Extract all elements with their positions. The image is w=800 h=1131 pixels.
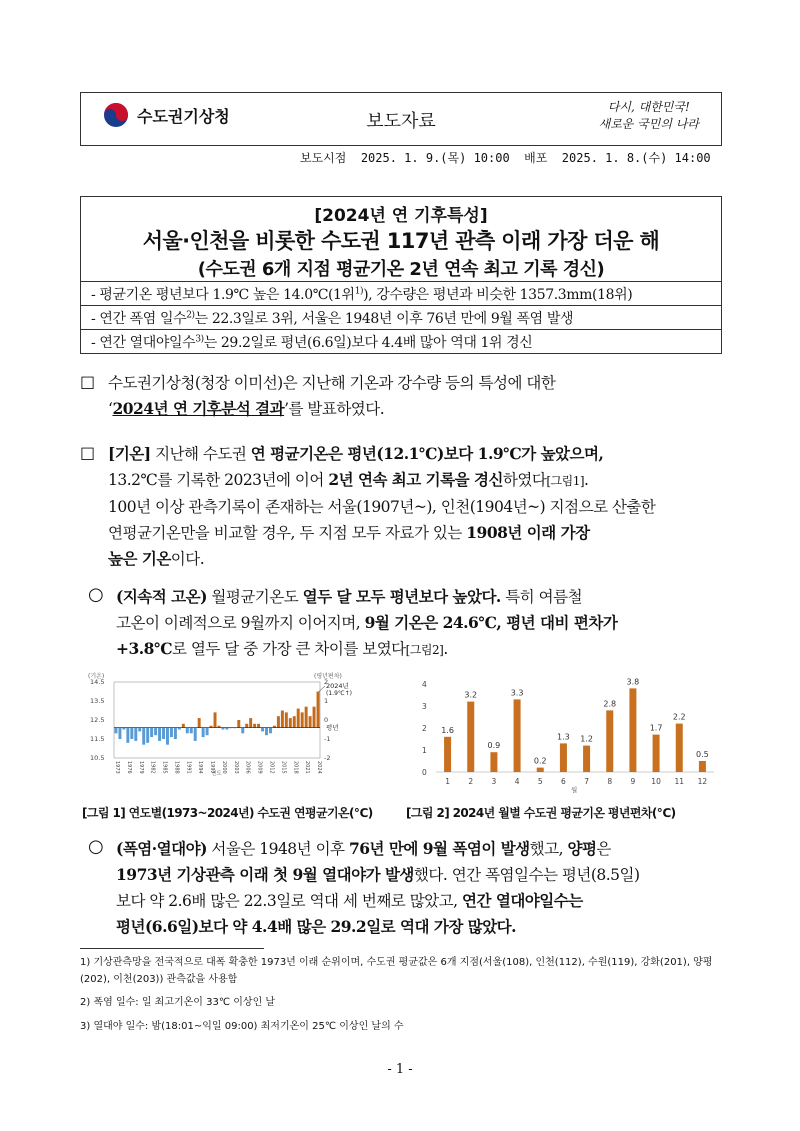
x-tick-label: 1973	[113, 761, 120, 774]
data-label: 2.2	[672, 712, 686, 722]
data-label: 2.8	[603, 699, 617, 709]
distribute-time: 2025. 1. 8.(수) 14:00	[561, 151, 711, 165]
anomaly-bar	[444, 737, 451, 772]
monthly-anomaly-chart	[418, 670, 718, 794]
temperature-bar	[158, 728, 161, 741]
headline-box	[80, 196, 722, 354]
temperature-bar	[301, 712, 304, 727]
temperature-bar	[198, 718, 201, 728]
temperature-bar	[249, 718, 252, 728]
x-tick-label: 1994	[197, 761, 204, 774]
distribute-label: 배포	[524, 151, 548, 165]
temperature-bar	[142, 728, 145, 745]
headline: 서울·인천을 비롯한 수도권 117년 관측 이래 가장 더운 해	[142, 229, 660, 253]
temperature-bar	[118, 728, 121, 739]
summary-bullet: - 연간 열대야일수$^{3)}$는 29.2일로 평년(6.6일)보다 4.4배 많아 역대 1위 경신	[91, 334, 533, 351]
x-tick-label: 8	[607, 777, 613, 786]
x-tick-label: 2012	[268, 761, 275, 774]
temperature-bar	[170, 728, 173, 738]
y2-axis-label: (평년편차)	[314, 673, 342, 680]
anomaly-bar	[699, 761, 706, 772]
x-tick-label: 6	[561, 777, 566, 786]
y-tick-label: 4	[422, 680, 427, 689]
x-tick-label: 2015	[280, 761, 287, 774]
annual-temperature-chart	[88, 672, 352, 777]
temperature-bar	[257, 724, 260, 728]
y-tick-label: 0	[422, 768, 427, 777]
x-tick-label: 1991	[185, 761, 192, 774]
x-tick-label: 2018	[292, 761, 299, 774]
temperature-bar	[194, 728, 197, 741]
square-bullet-icon: □	[80, 372, 96, 391]
x-tick-label: 2	[468, 777, 474, 786]
temperature-bar	[166, 728, 169, 745]
doc-type-title: 보도자료	[366, 111, 436, 132]
paragraph-heatwave: (폭염·열대야) 서울은 1948년 이후 76년 만에 9월 폭염이 발생했고, 양평은 1973년 기상관측 이래 첫 9월 열대야가 발생했다. 연간 폭염일수는 평년(8.5일) 보다 약 2.6배 많은 22.3일로 역대 세 번째로 많았고, 연간 열대야일수는 평년(6.6일)보다 약 4.4배 많은 29.2일로 역대 가장 많았다.	[116, 839, 640, 936]
y2-tick-label: 0	[324, 716, 329, 724]
y-axis-label: (기온)	[88, 673, 105, 680]
annotation-2024: 2024년	[326, 682, 349, 690]
x-tick-label: 10	[651, 777, 661, 786]
x-tick-label: 2003	[232, 761, 239, 774]
y2-tick-label: 2	[324, 678, 329, 686]
x-tick-label: 1982	[149, 761, 156, 774]
summary-bullet: - 연간 폭염 일수$^{2)}$는 22.3일로 3위, 서울은 1948년 이후 76년 만에 9월 폭염 발생	[91, 310, 574, 327]
data-label: 0.9	[487, 741, 501, 751]
x-tick-label: 12	[697, 777, 708, 786]
divider	[81, 281, 721, 282]
y-tick-label: 13.5	[90, 697, 105, 705]
x-tick-label: 1	[445, 777, 450, 786]
temperature-bar	[202, 728, 205, 738]
x-tick-label: 1976	[125, 761, 132, 774]
temperature-bar	[214, 712, 217, 727]
anomaly-bar	[606, 710, 613, 772]
subheadline: (수도권 6개 지점 평균기온 2년 연속 최고 기록 경신)	[197, 259, 605, 280]
temperature-bar	[285, 712, 288, 727]
temperature-bar	[162, 728, 165, 739]
footnote-3: 3) 열대야 일수: 밤(18:01~익일 09:00) 최저기온이 25℃ 이상인 날의 수	[80, 1021, 404, 1032]
anomaly-bar	[676, 724, 683, 772]
y-tick-label: 11.5	[90, 735, 105, 743]
anomaly-bar	[583, 746, 590, 772]
circle-bullet-icon: ○	[88, 584, 104, 605]
anomaly-bar	[467, 702, 474, 772]
data-label: 0.5	[696, 750, 709, 759]
temperature-bar	[130, 728, 133, 739]
temperature-bar	[241, 728, 244, 734]
header-box	[80, 92, 722, 146]
release-dates	[300, 149, 711, 166]
square-bullet-icon: □	[80, 443, 96, 462]
temperature-bar	[190, 728, 193, 734]
circle-bullet-icon: ○	[88, 836, 104, 857]
y-tick-label: 1	[422, 746, 427, 755]
x-tick-label: 7	[584, 777, 589, 786]
temperature-bar	[261, 728, 264, 732]
temperature-bar	[281, 711, 284, 728]
data-label: 1.6	[441, 725, 454, 735]
data-label: 0.2	[533, 756, 547, 766]
temperature-bar	[265, 728, 268, 736]
data-label: 3.2	[464, 690, 478, 700]
headline-tag: [2024년 연 기후특성]	[314, 206, 488, 226]
temperature-bar	[134, 728, 137, 741]
x-tick-label: 1988	[173, 761, 180, 774]
slogan-line-2: 새로운 국민의 나라	[598, 117, 699, 131]
figure-2-caption: [그림 2] 2024년 월별 수도권 평균기온 평년편차(℃)	[406, 806, 676, 820]
x-tick-label: 1979	[137, 761, 144, 774]
footnote-2: 2) 폭염 일수: 일 최고기온이 33℃ 이상인 날	[80, 997, 276, 1008]
temperature-bar	[174, 728, 177, 739]
y-tick-label: 3	[422, 702, 427, 711]
footnote-1: 1) 기상관측망을 전국적으로 대폭 확충한 1973년 이래 순위이며, 수도권 평균값은 6개 지점(서울(108), 인천(112), 수원(119), 강화(201), 양평(202), 이천(203)) 관측값을 사용함	[80, 957, 713, 985]
anomaly-bar	[490, 752, 497, 772]
figure-1-caption: [그림 1] 연도별(1973~2024년) 수도권 연평균기온(℃)	[82, 806, 373, 820]
temperature-bar	[277, 716, 280, 727]
paragraph-persistent-heat: (지속적 고온) 월평균기온도 열두 달 모두 평년보다 높았다. 특히 여름철 고온이 이례적으로 9월까지 이어지며, 9월 기온은 24.6℃, 평년 대비 편차가 +3.8℃로 열두 달 중 가장 큰 차이를 보였다[그림2].	[116, 587, 618, 658]
x-tick-label: 2006	[244, 761, 251, 774]
page-number: - 1 -	[387, 1062, 413, 1077]
paragraph-temperature: [기온] 지난해 수도권 연 평균기온은 평년(12.1℃)보다 1.9℃가 높았으며, 13.2℃를 기록한 2023년에 이어 2년 연속 최고 기록을 경신하였다[그림1]. 100년 이상 관측기록이 존재하는 서울(1907년~), 인천(1904년~) 지점으로 산출한 연평균기온만을 비교할 경우, 두 지점 모두 자료가 있는 1908년 이래 가장 높은 기온이다.	[108, 444, 656, 568]
x-tick-label: 5	[537, 777, 543, 786]
temperature-bar	[245, 724, 248, 728]
y-tick-label: 10.5	[90, 754, 105, 762]
temperature-bar	[289, 718, 292, 728]
x-tick-label: 4	[514, 777, 520, 786]
anomaly-bar	[514, 699, 521, 772]
x-tick-label: 2000	[220, 761, 227, 774]
summary-bullet: - 평균기온 평년보다 1.9℃ 높은 14.0℃(1위$^{1)}$), 강수량은 평년과 비슷한 1357.3mm(18위)	[91, 286, 633, 303]
temperature-bar	[150, 728, 153, 738]
paragraph-intro: 수도권기상청(청장 이미선)은 지난해 기온과 강수량 등의 특성에 대한 ‘2024년 연 기후분석 결과’를 발표하였다.	[108, 374, 556, 418]
temperature-bar	[146, 728, 149, 743]
temperature-bar	[297, 709, 300, 728]
data-label: 1.7	[649, 723, 663, 733]
temperature-bar	[253, 724, 256, 728]
temperature-bar	[305, 707, 308, 728]
y-tick-label: 12.5	[90, 716, 105, 724]
data-label: 1.2	[580, 734, 593, 744]
anomaly-bar	[537, 768, 544, 772]
y2-tick-label: -2	[324, 754, 331, 762]
x-tick-label: 2024	[316, 761, 323, 774]
temperature-bar	[182, 724, 185, 728]
anomaly-bar	[560, 743, 567, 772]
government-slogan	[599, 99, 699, 133]
data-label: 3.8	[626, 677, 640, 687]
data-label: 3.3	[510, 688, 524, 698]
x-tick-label: 1997	[209, 761, 216, 774]
temperature-bar	[269, 728, 272, 734]
divider	[81, 329, 721, 330]
temperature-bar	[115, 728, 118, 734]
footnote-rule	[80, 948, 264, 949]
y2-tick-label: 1	[324, 697, 329, 705]
temperature-bar	[309, 716, 312, 727]
release-label: 보도시점	[300, 151, 347, 165]
agency-name: 수도권기상청	[137, 106, 230, 126]
x-axis-label: 연도	[211, 771, 222, 777]
temperature-bar	[206, 728, 209, 736]
release-time: 2025. 1. 9.(목) 10:00	[360, 151, 510, 165]
y-tick-label: 14.5	[90, 678, 105, 686]
x-tick-label: 11	[674, 777, 685, 786]
temperature-bar	[126, 728, 129, 743]
temperature-bar	[313, 707, 316, 728]
x-tick-label: 9	[630, 777, 636, 786]
x-tick-label: 2021	[304, 761, 311, 774]
divider	[81, 305, 721, 306]
temperature-bar	[186, 728, 189, 734]
annotation-2024-value: (1.9℃↑)	[326, 690, 352, 697]
x-tick-label: 1985	[161, 761, 168, 774]
annotation-normal: 평년	[326, 723, 339, 732]
y-tick-label: 2	[422, 724, 427, 733]
temperature-bar	[154, 728, 157, 736]
x-tick-label: 3	[491, 777, 497, 786]
data-label: 1.3	[557, 732, 570, 742]
anomaly-bar	[629, 688, 636, 772]
anomaly-bar	[653, 735, 660, 772]
temperature-bar	[317, 692, 320, 728]
temperature-bar	[138, 728, 141, 732]
slogan-line-1: 다시, 대한민국!	[607, 100, 690, 114]
y2-tick-label: -1	[324, 735, 331, 743]
temperature-bar	[293, 716, 296, 727]
temperature-bar	[237, 720, 240, 728]
x-tick-label: 2009	[256, 761, 263, 774]
x-axis-label: 월	[571, 786, 578, 794]
